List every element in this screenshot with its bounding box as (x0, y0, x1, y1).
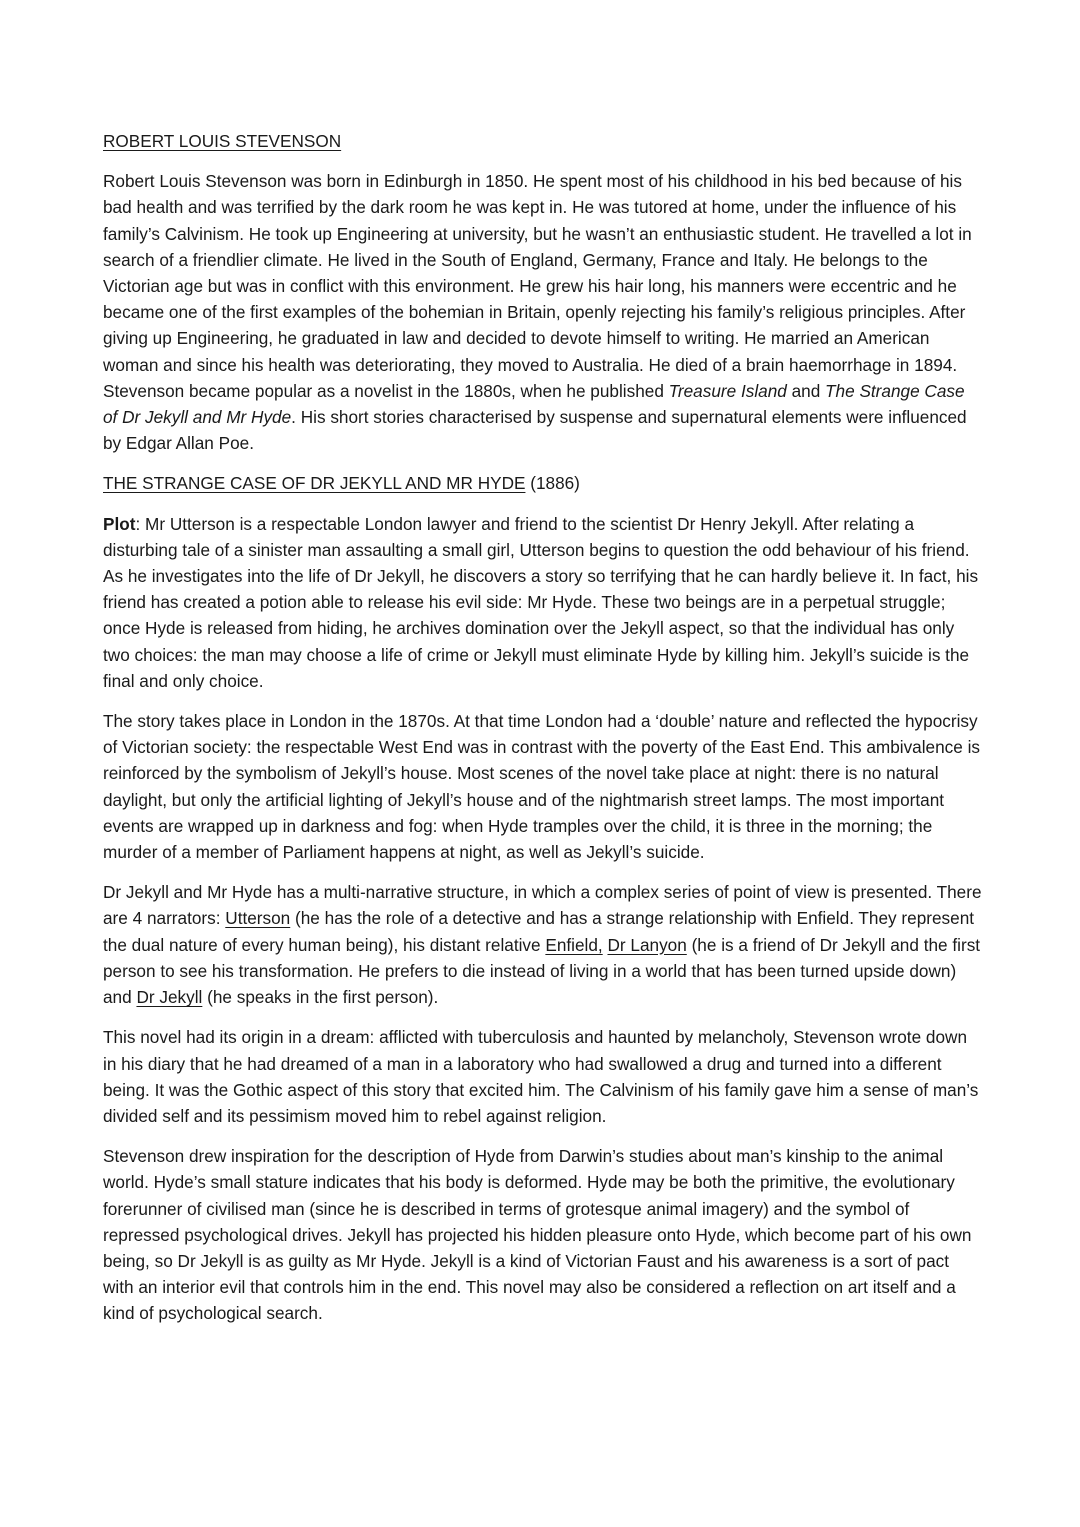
novel-heading (103, 470, 983, 496)
biography-text-2: and (786, 380, 826, 401)
plot-text: : Mr Utterson is a respectable London lawyer and friend to the scientist Dr Henry Jekyll. After relating a disturbing tale of a sinister man assaulting a small girl, Utterson begins to question the odd behaviour of his friend. As he investigates into the life of Dr Jekyll, he discovers a story so terrifying that he can hardly believe it. In fact, his friend has created a potion able to release his evil side: Mr Hyde. These two beings are in a perpetual struggle; once Hyde is released from hiding, he archives domination over the Jekyll aspect, so that the individual has only two choices: the man may choose a life of crime or Jekyll must eliminate Hyde by killing him. Jekyll’s suicide is the final and only choice. (103, 513, 979, 691)
inspiration-paragraph: Stevenson drew inspiration for the description of Hyde from Darwin’s studies about man’s kinship to the animal world. Hyde’s small stature indicates that his body is deformed. Hyde may be both the primitive, the evolutionary forerunner of civilised man (since he is described in terms of grotesque animal imagery) and the symbol of repressed psychological drives. Jekyll has projected his hidden pleasure onto Hyde, which become part of his own being, so Dr Jekyll is as guilty as Mr Hyde. Jekyll is a kind of Victorian Faust and his awareness is a sort of pact with an interior evil that controls him in the end. This novel may also be considered a reflection on art itself and a kind of psychological search. (103, 1146, 972, 1324)
title-jekyll-hyde: The Strange Case of Dr Jekyll and Mr Hyde (103, 380, 965, 428)
author-heading (103, 128, 983, 154)
biography-text-1: Robert Louis Stevenson was born in Edinburgh in 1850. He spent most of his childhood in his bed because of his bad health and was terrified by the dark room he was kept in. He was tutored at home, under the influence of his family’s Calvinism. He took up Engineering at university, but he wasn’t an enthusiastic student. He travelled a lot in search of a friendlier climate. He lived in the South of England, Germany, France and Italy. He belongs to the Victorian age but was in conflict with this environment. He grew his hair long, his manners were eccentric and he became one of the first examples of the bohemian in Britain, openly rejecting his family’s religious principles. After giving up Engineering, he graduated in law and decided to devote himself to writing. He married an American woman and since his health was deteriorating, they moved to Australia. He died of a brain haemorrhage in 1894. Stevenson became popular as a novelist in the 1880s, when he published (103, 171, 972, 401)
origin-paragraph: This novel had its origin in a dream: afflicted with tuberculosis and haunted by melancholy, Stevenson wrote down in his diary that he had dreamed of a man in a laboratory who had swallowed a drug and turned into a different being. It was the Gothic aspect of this story that excited him. The Calvinism of his family gave him a sense of man’s divided self and its pessimism moved him to rebel against religion. (103, 1027, 979, 1126)
setting-paragraph: The story takes place in London in the 1870s. At that time London had a ‘double’ nature and reflected the hypocrisy of Victorian society: the respectable West End was in contrast with the poverty of the East End. This ambivalence is reinforced by the symbolism of Jekyll’s house. Most scenes of the novel take place at night: there is no natural daylight, but only the artificial lighting of Jekyll’s house and of the nightmarish street lamps. The most important events are wrapped up in darkness and fog: when Hyde tramples over the child, it is three in the morning; the murder of a member of Parliament happens at night, as well as Jekyll’s suicide. (103, 711, 981, 863)
novel-heading-year: (1886) (525, 473, 580, 494)
narrators-text-5: (he speaks in the first person). (202, 987, 439, 1008)
narrators-text-4: (he is a friend of Dr Jekyll and the first person to see his transformation. He prefers to die instead of living in a world that has been turned upside down) and (103, 934, 981, 1008)
narrators-text-2: (he has the role of a detective and has a strange relationship with Enfield. They represent the dual nature of every human being), his distant relative (103, 908, 975, 955)
biography-paragraph (103, 168, 983, 456)
plot-label: Plot (103, 513, 136, 534)
biography-text-3: . His short stories characterised by suspense and supernatural elements were influenced by Edgar Allan Poe. (103, 407, 967, 454)
narrator-utterson: Utterson (225, 908, 291, 929)
novel-heading-text: THE STRANGE CASE OF DR JEKYLL AND MR HYDE (103, 473, 526, 494)
plot-paragraph (103, 511, 983, 694)
narrators-text-1: Dr Jekyll and Mr Hyde has a multi-narrative structure, in which a complex series of point of view is presented. There are 4 narrators: (103, 882, 982, 929)
narrator-enfield: Enfield, (545, 934, 603, 955)
narrator-jekyll: Dr Jekyll (136, 987, 203, 1008)
title-treasure-island: Treasure Island (668, 380, 787, 401)
narrators-paragraph (103, 879, 983, 1010)
document-page (103, 128, 983, 1341)
author-heading-text: ROBERT LOUIS STEVENSON (103, 131, 342, 151)
narrator-lanyon: Dr Lanyon (607, 934, 687, 955)
